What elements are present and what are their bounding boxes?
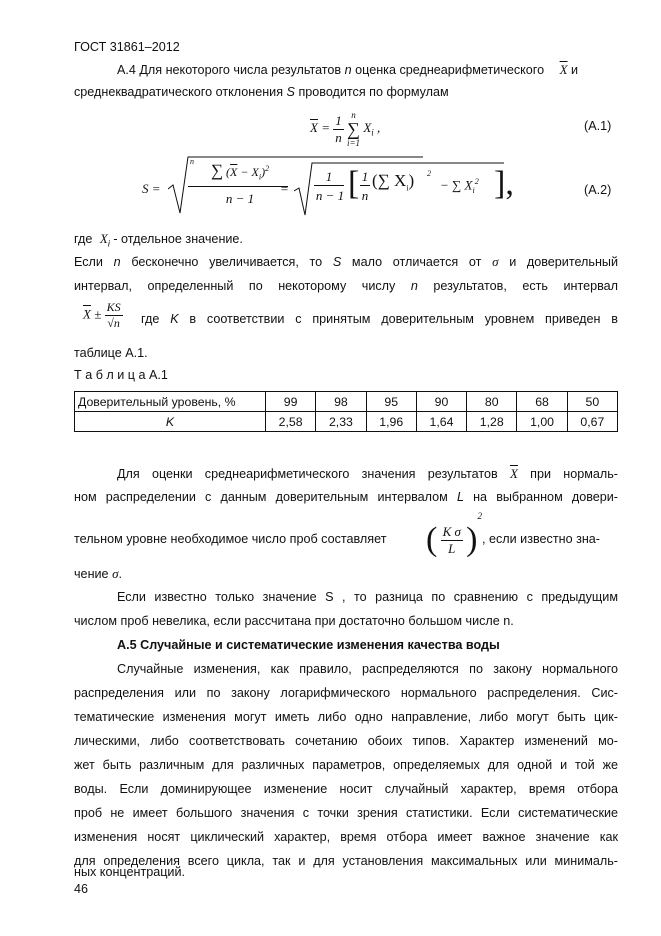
formula-a2-label: (А.2) xyxy=(584,183,612,197)
text: Для оценки среднеарифметического значения результатов xyxy=(117,467,498,481)
var-k: K xyxy=(170,312,179,326)
para4-line: тематические изменения могут иметь либо одно направление, либо могут быть цик- xyxy=(74,710,618,724)
intro-text: оценка среднеарифметического xyxy=(355,63,545,77)
var-n: n xyxy=(410,279,418,293)
word: и доверительный xyxy=(509,255,618,269)
table-cell: 2,58 xyxy=(266,412,316,432)
var-l: L xyxy=(456,490,464,504)
var-sigma: σ xyxy=(112,566,119,581)
formula-a1: $\overline{X}$ = $\frac{1}{n}$ n ∑ i=1 $X_i$ , xyxy=(310,110,381,148)
intro-text: А.4 Для некоторого числа результатов xyxy=(117,63,342,77)
word: доверительным xyxy=(381,312,474,326)
word: есть xyxy=(522,279,548,293)
word: в xyxy=(611,312,618,326)
intro-text: и xyxy=(571,63,579,77)
table-cell: 95 xyxy=(366,392,416,412)
var-xbar: $\overline{X}$ xyxy=(509,466,518,481)
para4-line: лическими, либо соответствовать сочетанию обоих типов. Характер изменений мо- xyxy=(74,734,618,748)
para4-line: Случайные изменения, как правило, распределяются по закону нормального xyxy=(117,662,618,676)
para3-line-2: числом проб невелика, если рассчитана при достаточно большом числе n. xyxy=(74,614,514,628)
table-row xyxy=(75,392,618,412)
word: уровнем xyxy=(484,312,535,326)
var-s: S xyxy=(332,255,342,269)
word: соответствии xyxy=(206,312,285,326)
table-cell: 0,67 xyxy=(567,412,617,432)
document-code: ГОСТ 31861–2012 xyxy=(74,40,180,54)
table-row xyxy=(75,412,618,432)
table-cell: 2,33 xyxy=(316,412,366,432)
section-title: А.5 Случайные и систематические изменения качества воды xyxy=(117,638,500,652)
para4-line: изменения носят циклический характер, время отбора имеет важное значение как xyxy=(74,830,618,844)
word: числу xyxy=(361,279,396,293)
var-s: S xyxy=(286,85,295,99)
word: результатов, xyxy=(433,279,507,293)
table-cell: 1,00 xyxy=(517,412,567,432)
para2-line-3-end: , если известно зна- xyxy=(482,532,600,546)
intro-line-2 xyxy=(74,85,449,99)
para4-last-line: ных концентраций. xyxy=(74,865,186,879)
table-cell: 1,96 xyxy=(366,412,416,432)
text: чение xyxy=(74,567,109,581)
table-caption: Т а б л и ц а А.1 xyxy=(74,368,168,382)
para2-line-3 xyxy=(74,532,386,546)
para3-line-1: Если известно только значение S , то разница по сравнению с предыдущим xyxy=(117,590,618,604)
table-cell: 1,64 xyxy=(416,412,466,432)
page-number: 46 xyxy=(74,882,89,896)
word: в xyxy=(189,312,197,326)
word: некоторому xyxy=(278,279,347,293)
table-cell: 99 xyxy=(266,392,316,412)
var-n: n xyxy=(113,255,121,269)
var-sigma: σ xyxy=(492,254,499,269)
word: интервал, xyxy=(74,279,133,293)
table-cell: 1,28 xyxy=(467,412,517,432)
text: ном распределении с данным доверительным интервалом xyxy=(74,490,448,504)
text: при нормаль- xyxy=(530,467,618,481)
var-xbar: $\overline{X}$ xyxy=(559,62,568,77)
var-xi-sub: i xyxy=(107,238,110,249)
word: интервал xyxy=(563,279,618,293)
para1-line-4: таблице А.1. xyxy=(74,346,148,360)
para4-line: распределения или по закону логарифмического нормального распределения. Сис- xyxy=(74,686,618,700)
table-cell: 80 xyxy=(467,392,517,412)
word: где xyxy=(141,312,160,326)
confidence-table xyxy=(74,391,618,432)
text: . xyxy=(118,567,122,581)
para1-line-2 xyxy=(74,279,618,293)
sample-count-formula: ( $\frac{\text{K σ}}{L}$ )$^2$ xyxy=(426,511,482,559)
intro-text: проводится по формулам xyxy=(298,85,449,99)
var-xi: X xyxy=(99,231,108,246)
word: определенный xyxy=(147,279,234,293)
word: по xyxy=(248,279,263,293)
word: принятым xyxy=(312,312,371,326)
intro-text: среднеквадратического отклонения xyxy=(74,85,284,99)
word: мало отличается от xyxy=(351,255,482,269)
para4-line: жет быть различным для различных параметров, определяемых для одной и той же xyxy=(74,758,618,772)
table-cell: 50 xyxy=(567,392,617,412)
intro-line-1 xyxy=(117,62,578,78)
table-cell: 98 xyxy=(316,392,366,412)
para1-line-1 xyxy=(74,254,618,270)
para4-line: для определения всего цикла, так и для установления максимальных или минималь- xyxy=(74,854,618,868)
formula-a1-label: (А.1) xyxy=(584,119,612,133)
table-cell: Доверительный уровень, % xyxy=(75,392,266,412)
table-cell: 68 xyxy=(517,392,567,412)
para4-line: проб не имеет большого значения с точки зрения статистики. Если систематические xyxy=(74,806,618,820)
where-line xyxy=(74,231,243,249)
para2-line-4 xyxy=(74,566,122,582)
word: с xyxy=(295,312,302,326)
text: на выбранном довери- xyxy=(473,490,618,504)
table-cell: 90 xyxy=(416,392,466,412)
where-text: - отдельное значение. xyxy=(113,232,243,246)
table-cell: K xyxy=(75,412,266,432)
para2-line-1 xyxy=(117,466,618,482)
text: тельном уровне необходимое число проб составляет xyxy=(74,532,387,546)
word: приведен xyxy=(545,312,601,326)
para2-line-2 xyxy=(74,490,618,504)
para4-line: воды. Если доминирующее изменение носит случайный характер, время отбора xyxy=(74,782,618,796)
var-n: n xyxy=(344,63,352,77)
interval-formula: $\overline{X}$ ± $\frac{KS}{√n}$ xyxy=(83,300,121,330)
word: Если xyxy=(74,255,103,269)
where-text: где xyxy=(74,232,93,246)
para1-line-3 xyxy=(141,312,618,326)
word: бесконечно увеличивается, то xyxy=(131,255,323,269)
